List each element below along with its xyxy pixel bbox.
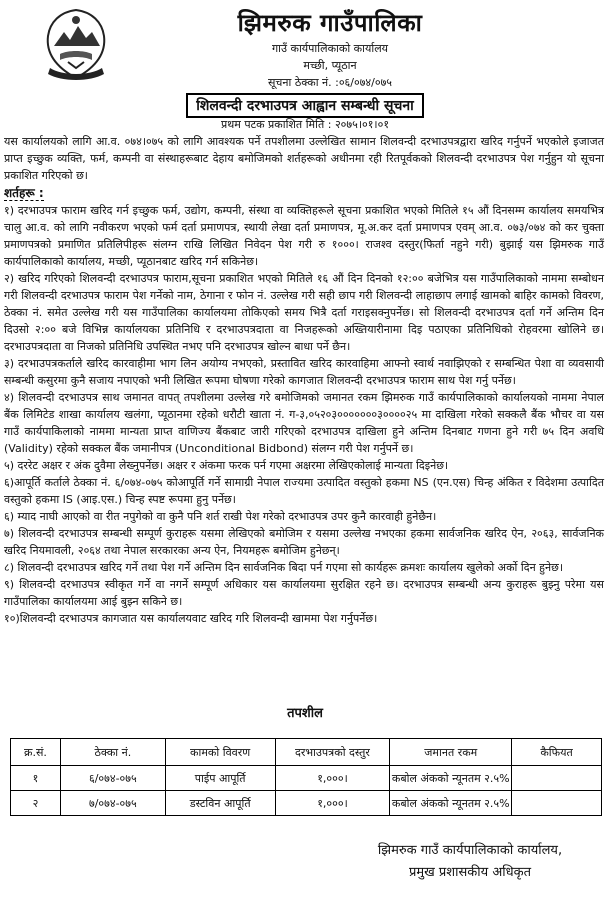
condition-item: ९) शिलवन्दी दरभाउपत्र स्वीकृत गर्ने वा नगर्ने सम्पूर्ण अधिकार यस कार्यालयमा सुरक्षित रहने छ। दरभाउपत्र सम्बन्धी अन्य कुराहरू बुझ्नु परेमा यस गाउँपालिका कार्यालयमा आई बुझ्न सकिने छ। xyxy=(4,578,604,608)
cell-serial: २ xyxy=(11,791,61,816)
office-location: मच्छी, प्यूठान xyxy=(303,59,357,72)
office-name: झिमरुक गाउँपालिका xyxy=(237,9,423,37)
column-header: कामको विवरण xyxy=(165,739,275,766)
table-header-row xyxy=(11,739,602,766)
cell-remarks xyxy=(512,766,602,791)
table-row xyxy=(11,766,602,791)
condition-item: ४) शिलवन्दी दरभाउपत्र साथ जमानत वापत् तपशीलमा उल्लेख गरे बमोजिमको जमानत रकम झिमरुक गाउँ कार्यपालिकाको कार्यालयको नाममा नेपाल बैंक लिमिटेड शाखा कार्यालय खलंगा, प्यूठानमा रहेको धरौटी खाता नं. ग-३,०५२०३०००००००३००००२५ मा दाखिला गरेको सक्कलै बैंक भौचर वा यस गाउँ कार्यपाकिलाको नाममा मान्यता प्राप्त वाणिज्य बैंकबाट जारी गरिएको दरभाउपत्र दाखिला हुने अन्तिम दिनबाट गणना हुने गरी ७५ दिन अवधि (Validity) रहेको सक्कल बैंक जमानीपत्र (Unconditional Bidbond) संलग्न गरी पेश गर्नुपर्ने छ। xyxy=(4,391,605,455)
notice-number: सूचना ठेक्का नं. :०६/०७४/०७५ xyxy=(267,76,393,89)
condition-item: ३) दरभाउपत्रकर्ताले खरिद कारवाहीमा भाग लिन अयोग्य नभएको, प्रस्तावित खरिद कारवाहिमा आफ्नो स्वार्थ नवाझिएको र सम्बन्धित पेशा वा व्यवसायी सम्बन्धी कसुरमा कुनै सजाय नपाएको भनी लिखित रूपमा घोषणा गरेको कागजात शिलवन्दी दरभाउपत्र फाराम साथ पेश गर्नु पर्नेछ। xyxy=(4,357,604,387)
column-header: कैफियत xyxy=(512,739,602,766)
conditions-list xyxy=(4,202,604,627)
cell-contract-no: ७/०७४-०७५ xyxy=(60,791,165,816)
condition-item: ७) शिलवन्दी दरभाउपत्र सम्बन्धी सम्पूर्ण कुराहरू यसमा लेखिएको बमोजिम र यसमा उल्लेख नभएका हकमा सार्वजनिक खरिद ऐन, २०६३, सार्वजनिक खरिद नियमावली, २०६४ तथा नेपाल सरकारका अन्य ऐन, नियमहरू बमोजिम हुनेछन्। xyxy=(4,527,604,557)
column-header: दरभाउपत्रको दस्तुर xyxy=(275,739,390,766)
conditions-heading xyxy=(4,185,604,202)
cell-work: पाईप आपूर्ति xyxy=(165,766,275,791)
table-row xyxy=(11,791,602,816)
cell-work: डस्टविन आपूर्ति xyxy=(165,791,275,816)
cell-fee: १,०००। xyxy=(275,766,390,791)
cell-deposit: कबोल अंकको न्यूनतम २.५% xyxy=(390,791,512,816)
column-header: क्र.सं. xyxy=(11,739,61,766)
schedule-title: तपशील xyxy=(287,706,323,721)
intro-paragraph: यस कार्यालयको लागि आ.व. ०७४।०७५ को लागि आवश्यक पर्ने तपशीलमा उल्लेखित सामान शिलवन्दी दरभाउपत्रद्वारा खरिद गर्नुपर्ने भएकोले इजाजत प्राप्त इच्छुक व्यक्ति, फर्म, कम्पनी वा संस्थाहरूबाट देहाय बमोजिमको शर्तहरूको अधीनमा रही रितपूर्वकको शिलवन्दी दरभाउपत्र पेश गर्नुहुन यो सूचना प्रकाशित गरिएको छ। xyxy=(4,135,604,182)
notice-title: शिलवन्दी दरभाउपत्र आह्वान सम्बन्धी सूचना xyxy=(186,93,424,118)
office-subtitle: गाउँ कार्यपालिकाको कार्यालय xyxy=(271,42,389,55)
condition-item: ६) म्याद नाघी आएको वा रीत नपुगेको वा कुनै पनि शर्त राखी पेश गरेको दरभाउपत्र उपर कुनै कारवाही हुनेछैन। xyxy=(4,510,437,523)
signature-office: झिमरुक गाउँ कार्यपालिकाको कार्यालय, xyxy=(377,843,563,858)
condition-item: १) दरभाउपत्र फाराम खरिद गर्न इच्छुक फर्म, उद्योग, कम्पनी, संस्था वा व्यक्तिहरूले सूचना प्रकाशित भएको मितिले १५ औं दिनसम्म कार्यालय समयभित्र चालु आ.व. को लागि नवीकरण भएको फर्म दर्ता प्रमाणपत्र, स्थायी लेखा दर्ता प्रमाणपत्र, मू.अ.कर दर्ता प्रमाणपत्र एवम् आ.व. ०७३/०७४ को कर चुक्ता प्रमाणपत्रको प्रमाणित प्रतिलिपीहरू संलग्न राखि लिखित निवेदन पेश गरी रु १०००। राजश्व दस्तुर(फिर्ता नहुने गरी) बुझाई यस झिमरुक गाउँ कार्यपालिकाको कार्यालय, मच्छी, प्यूठानबाट खरिद गर्न सकिनेछ। xyxy=(4,204,604,268)
condition-item: ६)आपूर्ति कर्ताले ठेक्का नं. ६/०७४-०७५ कोआपूर्ति गर्ने सामाग्री नेपाल राज्यमा उत्पादित वस्तुको हकमा NS (एन.एस) चिन्ह अंकित र विदेशमा उत्पादित वस्तुको हकमा IS (आइ.एस.) चिन्ह स्पष्ट रूपमा हुनु पर्नेछ। xyxy=(4,476,604,506)
condition-item: ५) दररेट अक्षर र अंक दुवैमा लेख्नुपर्नेछ। अक्षर र अंकमा फरक पर्न गएमा अक्षरमा लेखिएकोलाई मान्यता दिइनेछ। xyxy=(4,459,449,472)
schedule-table xyxy=(10,738,602,816)
conditions-heading-text: शर्तहरू : xyxy=(4,186,44,200)
notice-body xyxy=(4,133,604,627)
government-emblem-icon xyxy=(40,6,112,84)
column-header: ठेक्का नं. xyxy=(60,739,165,766)
cell-remarks xyxy=(512,791,602,816)
signature-designation: प्रमुख प्रशासकीय अधिकृत xyxy=(408,865,532,880)
condition-item: २) खरिद गरिएको शिलवन्दी दरभाउपत्र फाराम,सूचना प्रकाशित भएको मितिले १६ औं दिन दिनको १२:०० बजेभित्र यस गाउँपालिकाको नाममा सम्बोधन गरी शिलवन्दी दरभाउपत्र फाराम पेश गर्नेको नाम, ठेगाना र फोन नं. उल्लेख गरी सही छाप गरी शिलवन्दी लाहाछाप लगाई खामको बाहिर कामको विवरण, ठेक्का नं. समेत उल्लेख गरी यस गाउँपालिका कार्यालयमा तोकिएको समय भित्रै दर्ता गराइसक्नुपर्नेछ। सो शिलवन्दी दरभाउपत्र दर्ता गर्ने अन्तिम दिन दिउसो २:०० बजे विभिन्न कार्यालयका प्रतिनिधि र दरभाउपत्रदाता वा निजहरूको अख्तियारीनामा दिइ पठाएका प्रतिनिधिको रोहवरमा खोलिने छ। दरभाउपत्रदाता वा निजको प्रतिनिधि उपस्थित नभए पनि दरभाउपत्र खोल्न बाधा पर्ने छैन। xyxy=(4,272,604,353)
signature-block xyxy=(340,840,600,884)
cell-fee: १,०००। xyxy=(275,791,390,816)
notice-title-wrap xyxy=(0,93,610,118)
condition-item: ८) शिलवन्दी दरभाउपत्र खरिद गर्ने तथा पेश गर्ने अन्तिम दिन सार्वजनिक बिदा पर्न गएमा सो कार्यहरू क्रमशः कार्यालय खुलेको अर्को दिन हुनेछ। xyxy=(4,561,563,574)
cell-contract-no: ६/०७४-०७५ xyxy=(60,766,165,791)
cell-deposit: कबोल अंकको न्यूनतम २.५% xyxy=(390,766,512,791)
publication-date: प्रथम पटक प्रकाशित मिति : २०७५।०१।०१ xyxy=(220,118,390,131)
column-header: जमानत रकम xyxy=(390,739,512,766)
condition-item: १०)शिलवन्दी दरभाउपत्र कागजात यस कार्यालयवाट खरिद गरि शिलवन्दी खाममा पेश गर्नुपर्नेछ। xyxy=(4,612,378,625)
cell-serial: १ xyxy=(11,766,61,791)
